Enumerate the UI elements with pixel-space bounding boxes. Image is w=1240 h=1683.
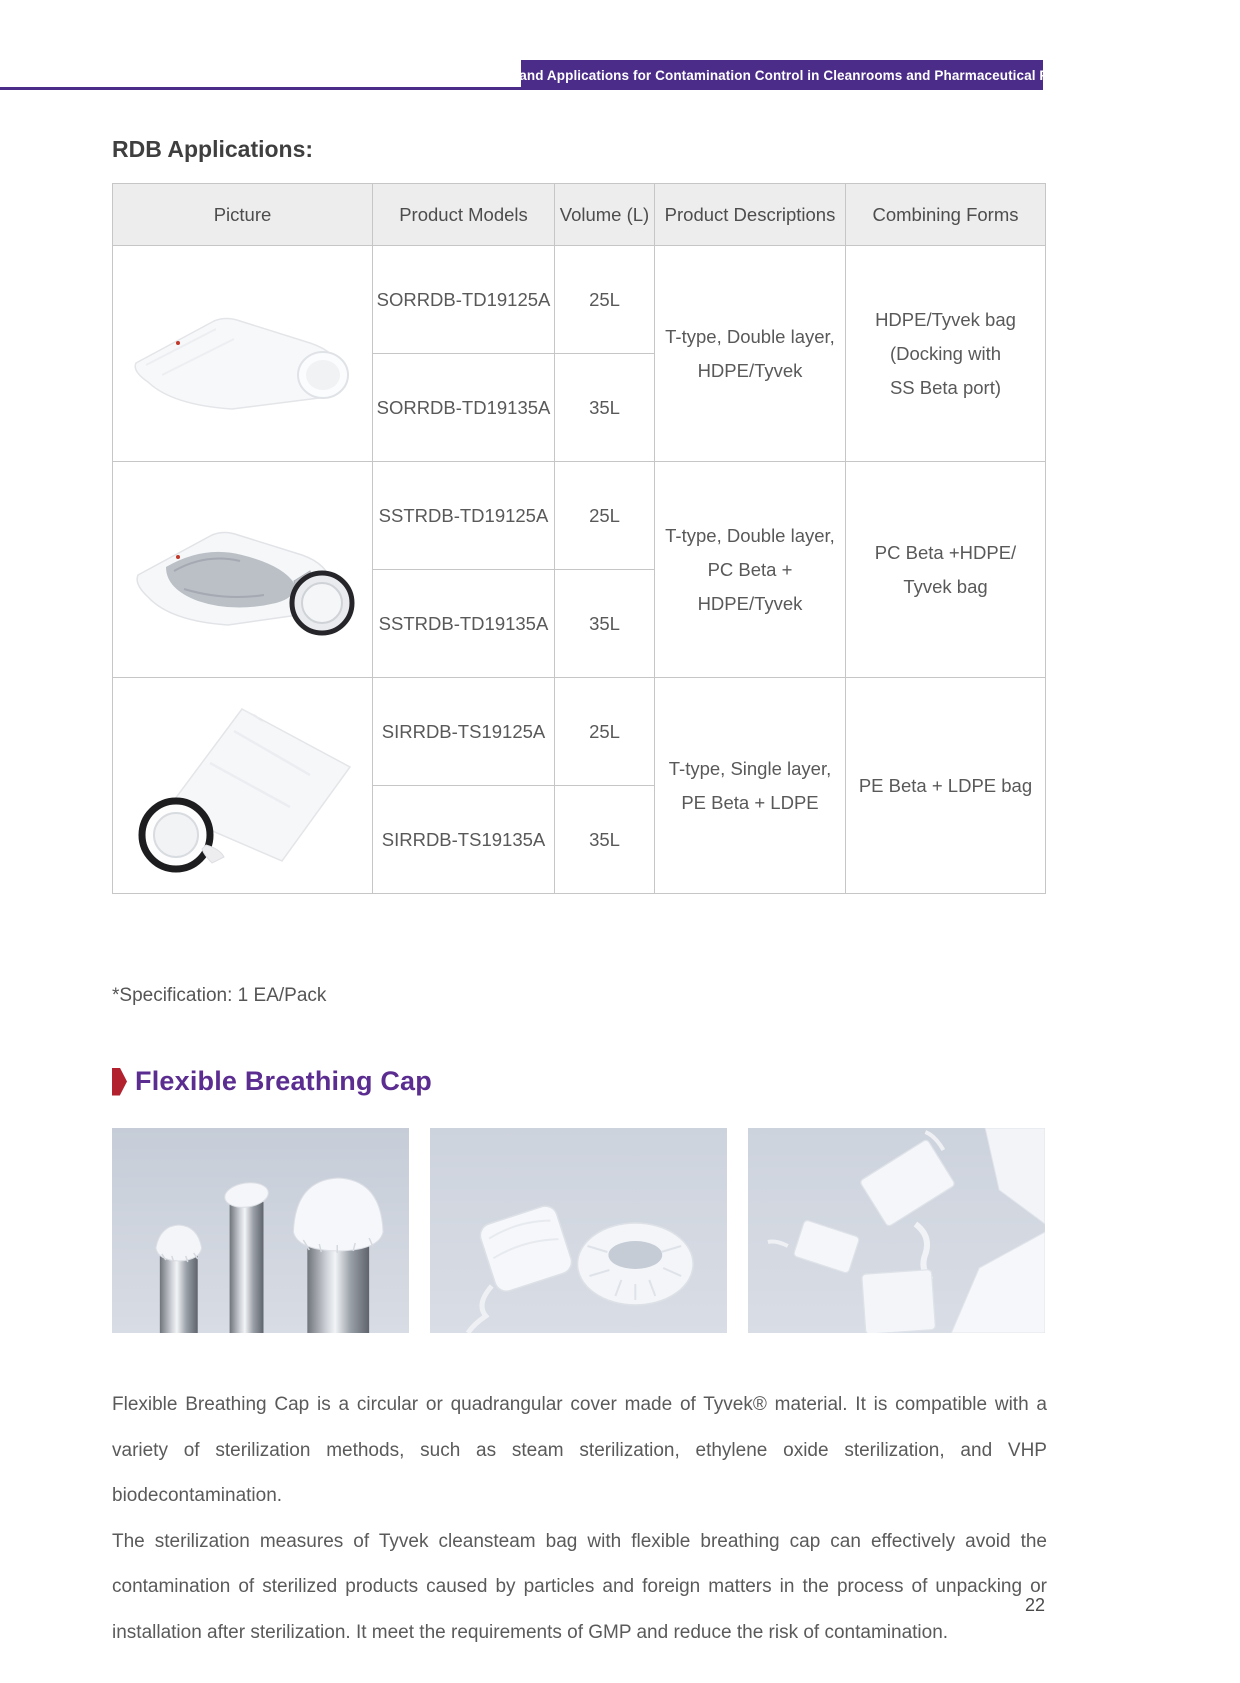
photo-row (112, 1128, 1045, 1333)
table-row (113, 678, 1046, 786)
volume-cell: 35L (555, 354, 655, 462)
volume-cell: 25L (555, 462, 655, 570)
combining-forms-cell: HDPE/Tyvek bag (Docking with SS Beta port) (846, 246, 1046, 462)
page-number: 22 (1024, 1595, 1045, 1615)
rdb-bag-image-2 (114, 463, 372, 677)
rdb-applications-table (112, 183, 1046, 894)
col-header-volume: Volume (L) (555, 184, 655, 246)
rdb-bag-image-1 (114, 247, 372, 461)
header-banner (456, 60, 1108, 90)
paragraph: The sterilization measures of Tyvek cleansteam bag with flexible breathing cap can effectively avoid the contamination of sterilized products caused by particles and foreign matters in the process of unpacking or installation after sterilization. It meet the requirements of GMP and reduce the risk of contamination. (112, 1530, 1047, 1643)
description-cell: T-type, Double layer, PC Beta + HDPE/Tyvek (655, 462, 846, 678)
model-cell: SIRRDB-TS19135A (373, 786, 555, 894)
product-picture-cell-2 (113, 462, 373, 678)
combining-forms-cell: PE Beta + LDPE bag (846, 678, 1046, 894)
model-cell: SORRDB-TD19135A (373, 354, 555, 462)
table-row (113, 246, 1046, 354)
photo-breathing-caps-on-pipes (112, 1128, 409, 1333)
col-header-product-descriptions: Product Descriptions (655, 184, 846, 246)
rdb-bag-image-3 (114, 679, 372, 893)
specification-note: *Specification: 1 EA/Pack (112, 985, 327, 1006)
rdb-applications-heading: RDB Applications: (112, 136, 314, 162)
model-cell: SORRDB-TD19125A (373, 246, 555, 354)
table-header-row (113, 184, 1046, 246)
header-rule (0, 87, 523, 90)
section-marker-icon (112, 1068, 127, 1096)
section-body (112, 1382, 1047, 1655)
volume-cell: 25L (555, 678, 655, 786)
model-cell: SIRRDB-TS19125A (373, 678, 555, 786)
table-row (113, 462, 1046, 570)
model-cell: SSTRDB-TD19125A (373, 462, 555, 570)
volume-cell: 35L (555, 570, 655, 678)
volume-cell: 35L (555, 786, 655, 894)
col-header-combining-forms: Combining Forms (846, 184, 1046, 246)
product-picture-cell-3 (113, 678, 373, 894)
paragraph: Flexible Breathing Cap is a circular or quadrangular cover made of Tyvek® material. It is compatible with a variety of sterilization methods, such as steam sterilization, ethylene oxide sterilization, and VHP biodecontamination. (112, 1394, 1047, 1506)
col-header-product-models: Product Models (373, 184, 555, 246)
photo-quadrangular-bags (748, 1128, 1045, 1333)
col-header-picture: Picture (113, 184, 373, 246)
description-cell: T-type, Double layer, HDPE/Tyvek (655, 246, 846, 462)
combining-forms-cell: PC Beta +HDPE/ Tyvek bag (846, 462, 1046, 678)
photo-round-cap-and-pouch (430, 1128, 727, 1333)
product-picture-cell-1 (113, 246, 373, 462)
header-banner-text: Products and Applications for Contamination Control in Cleanrooms and Pharmaceutical Processes (456, 67, 1108, 83)
volume-cell: 25L (555, 246, 655, 354)
section-heading (112, 1066, 432, 1097)
model-cell: SSTRDB-TD19135A (373, 570, 555, 678)
description-cell: T-type, Single layer, PE Beta + LDPE (655, 678, 846, 894)
section-title: Flexible Breathing Cap (135, 1066, 432, 1096)
